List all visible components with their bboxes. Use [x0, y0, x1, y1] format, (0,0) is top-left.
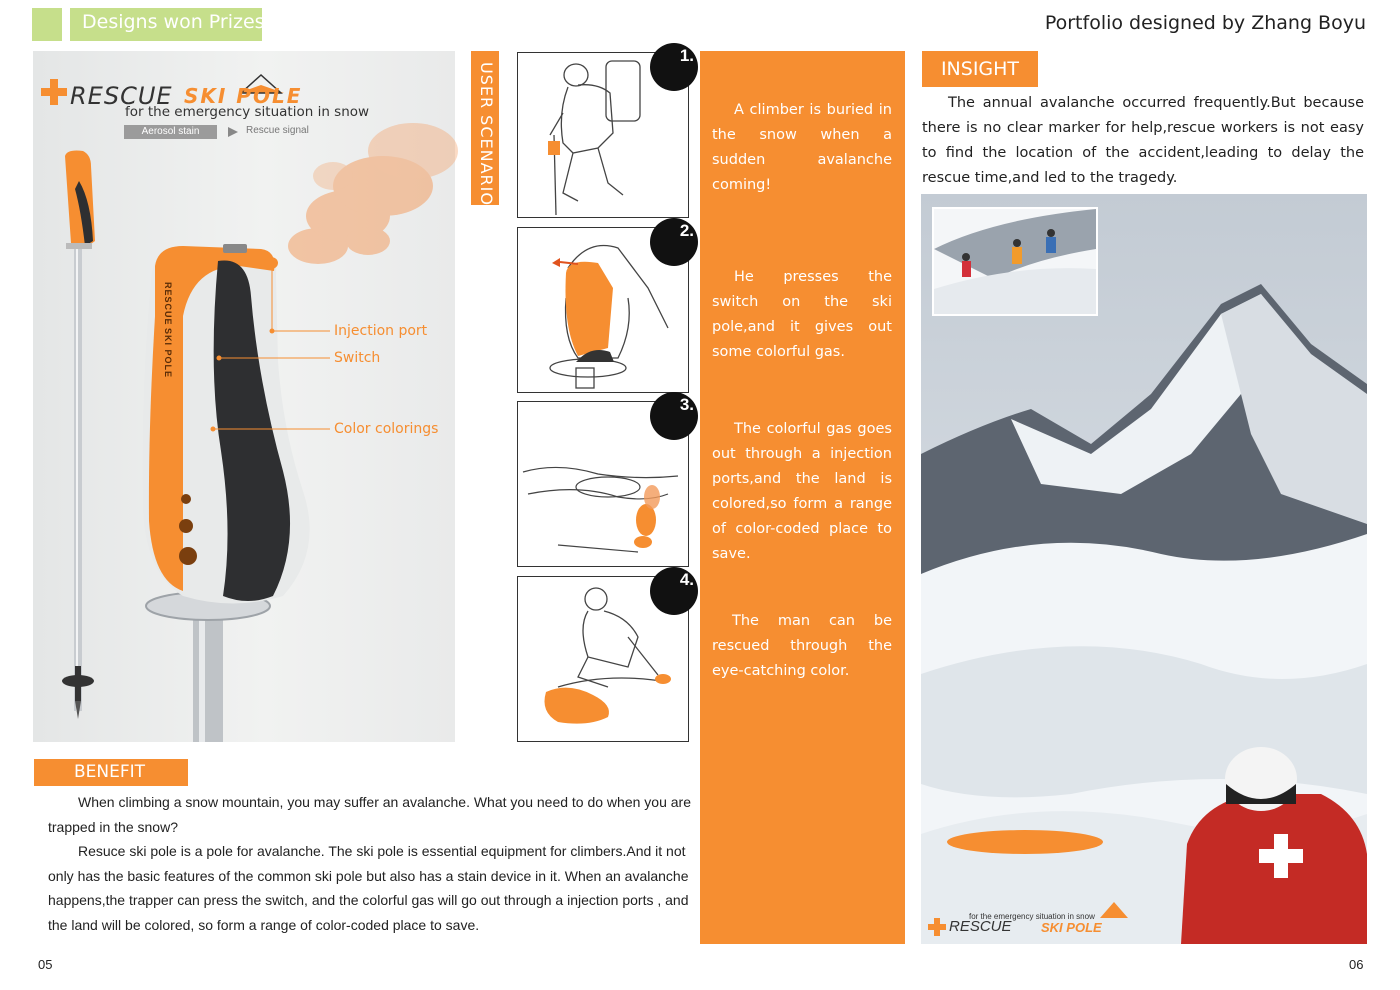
step-number: 2.: [679, 221, 694, 240]
benefit-text: [48, 790, 692, 937]
photo-logo-tagline: for the emergency situation in snow: [969, 912, 1095, 921]
ski-pole-render: [33, 51, 455, 742]
step-badge: [650, 567, 698, 615]
rescue-cross-icon: [41, 79, 67, 105]
mountain-logo-icon: [1100, 902, 1128, 918]
callout-color-colorings: Color colorings: [334, 421, 439, 437]
callout-injection-port: Injection port: [334, 323, 428, 339]
climbers-on-ridge: [934, 209, 1096, 314]
rescue-signal-label: Rescue signal: [246, 125, 309, 136]
storyboard-frame-4: [517, 570, 694, 742]
benefit-label: BENEFIT: [34, 759, 188, 786]
step-badge: [650, 218, 698, 266]
arrow-right-icon: [226, 125, 240, 139]
callout-switch: Switch: [334, 350, 381, 366]
portfolio-credit: Portfolio designed by Zhang Boyu: [1044, 12, 1366, 34]
scenario-step-1-text: A climber is buried in the snow when a sudden avalanche coming!: [712, 102, 892, 193]
product-render-panel: [33, 51, 455, 742]
photo-logo-ski-pole: SKI POLE: [1041, 920, 1102, 935]
page-number-left: 05: [38, 957, 53, 972]
user-scenario-label: USER SCENARIO: [477, 62, 496, 206]
insight-label: INSIGHT: [922, 51, 1038, 87]
aerosol-stain-label: Aerosol stain: [124, 125, 217, 139]
benefit-paragraph-1: When climbing a snow mountain, you may suffer an avalanche. What you need to do when you are trapped in the snow?: [48, 794, 691, 835]
climbers-thumbnail: [932, 207, 1098, 316]
handle-label-rescue: RESCUE: [163, 282, 173, 326]
product-tagline: for the emergency situation in snow: [125, 104, 370, 120]
handle-label-ski-pole: SKI POLE: [163, 328, 173, 379]
benefit-paragraph-2: Resuce ski pole is a pole for avalanche. The ski pole is essential equipment for climbers.And it not only has the basic features of the common ski pole but also has a stain device in it. When an avalanche happens,the trapper can press the switch, and the colorful gas will go out through a injection ports , and the land will be colored, so form a range of color-coded place to save.: [48, 843, 689, 933]
storyboard-frame-2: [517, 221, 694, 393]
step-number: 1.: [679, 46, 694, 65]
header-square: [32, 8, 62, 41]
storyboard-frame-3: [517, 395, 694, 567]
insight-text: The annual avalanche occurred frequently.But because there is no clear marker for help,rescue workers is not easy to find the location of the accident,leading to delay the rescue time,and led to the tragedy.: [922, 95, 1364, 186]
scenario-step-3-text: The colorful gas goes out through a injection ports,and the land is colored,so form a range of color-coded place to save.: [712, 421, 892, 562]
photo-logo-rescue: RESCUE: [949, 918, 1012, 935]
step-number: 3.: [679, 395, 694, 414]
step-number: 4.: [679, 570, 694, 589]
scenario-step-2-text: He presses the switch on the ski pole,and it gives out some colorful gas.: [712, 269, 892, 360]
section-title: Designs won Prizes: [82, 11, 265, 33]
brand-rescue: RESCUE: [70, 82, 173, 110]
step-badge: [650, 43, 698, 91]
step-badge: [650, 392, 698, 440]
storyboard-frame-1: [517, 46, 694, 218]
brand-ski-pole: SKI POLE: [184, 84, 303, 108]
photo-logo-cross-icon: [928, 918, 946, 936]
scenario-step-4-text: The man can be rescued through the eye-catching color.: [712, 613, 892, 679]
page-number-right: 06: [1349, 957, 1364, 972]
